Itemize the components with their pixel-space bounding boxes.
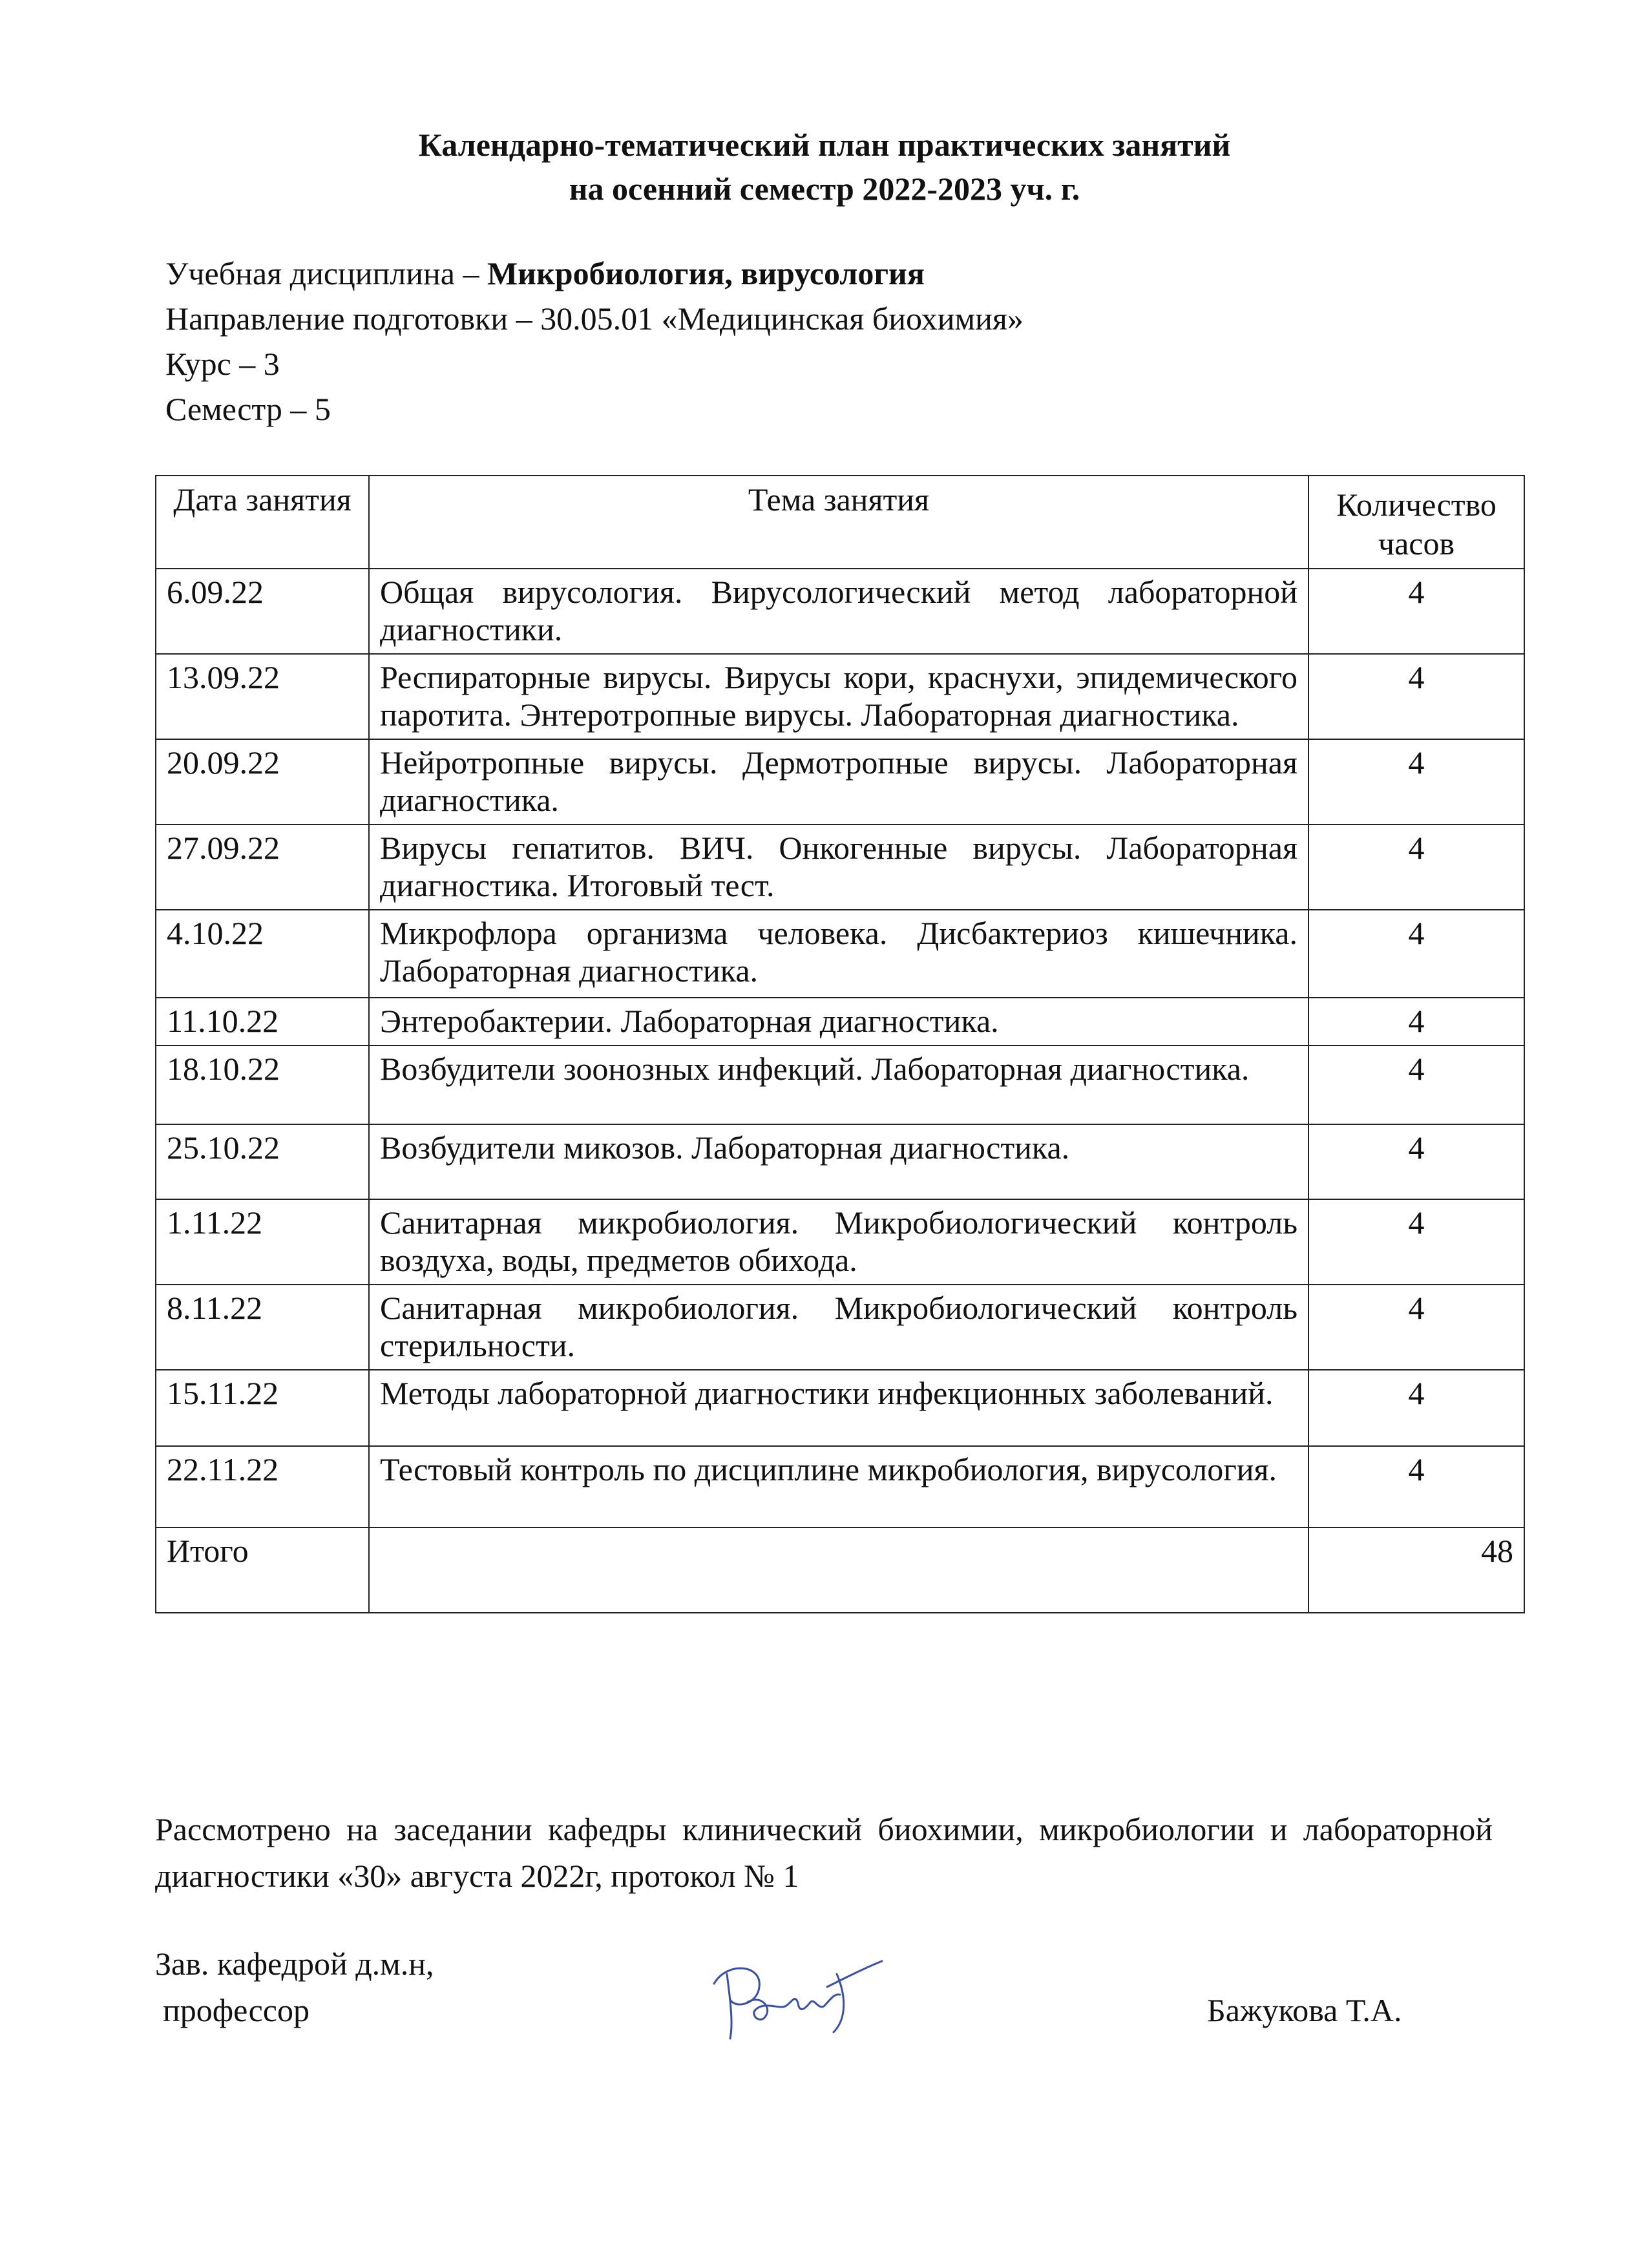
total-topic-empty	[369, 1528, 1308, 1613]
td-hours: 4	[1308, 739, 1524, 824]
table-row	[156, 1285, 1524, 1370]
signatory-position	[155, 1940, 434, 2033]
total-row	[156, 1528, 1524, 1613]
td-topic: Возбудители микозов. Лабораторная диагностика.	[369, 1124, 1308, 1199]
discipline-info	[165, 251, 1024, 432]
approval-note: Рассмотрено на заседании кафедры клинический биохимии, микробиологии и лабораторной диагностики «30» августа 2022г, протокол № 1	[155, 1811, 1493, 1894]
td-topic: Общая вирусология. Вирусологический метод лабораторной диагностики.	[369, 569, 1308, 654]
table-row	[156, 1446, 1524, 1528]
table-row	[156, 1370, 1524, 1446]
table-row	[156, 1124, 1524, 1199]
td-hours: 4	[1308, 654, 1524, 739]
table-row	[156, 654, 1524, 739]
td-date: 13.09.22	[156, 654, 369, 739]
document-title	[0, 123, 1649, 211]
td-topic: Микрофлора организма человека. Дисбактериоз кишечника. Лабораторная диагностика.	[369, 910, 1308, 998]
td-date: 18.10.22	[156, 1045, 369, 1124]
td-hours: 4	[1308, 1285, 1524, 1370]
discipline-line	[165, 251, 1024, 296]
title-line-1: Календарно-тематический план практических занятий	[418, 127, 1231, 163]
table-row	[156, 739, 1524, 824]
td-date: 22.11.22	[156, 1446, 369, 1528]
semester-line: Семестр – 5	[165, 391, 331, 427]
header-hours: Количество часов	[1308, 476, 1524, 569]
header-date: Дата занятия	[156, 476, 369, 569]
td-hours: 4	[1308, 910, 1524, 998]
schedule-table	[155, 475, 1525, 1613]
position-line-1: Зав. кафедрой д.м.н,	[155, 1946, 434, 1982]
td-topic: Вирусы гепатитов. ВИЧ. Онкогенные вирусы. Лабораторная диагностика. Итоговый тест.	[369, 824, 1308, 910]
total-hours: 48	[1308, 1528, 1524, 1613]
td-hours: 4	[1308, 998, 1524, 1045]
td-date: 8.11.22	[156, 1285, 369, 1370]
table-row	[156, 569, 1524, 654]
td-hours: 4	[1308, 1124, 1524, 1199]
table-header-row	[156, 476, 1524, 569]
title-line-2: на осенний семестр 2022-2023 уч. г.	[569, 171, 1080, 207]
course-line: Курс – 3	[165, 346, 280, 382]
position-line-2: профессор	[163, 1992, 310, 2028]
td-date: 25.10.22	[156, 1124, 369, 1199]
td-hours: 4	[1308, 569, 1524, 654]
td-date: 15.11.22	[156, 1370, 369, 1446]
td-topic: Санитарная микробиология. Микробиологический контроль стерильности.	[369, 1285, 1308, 1370]
td-topic: Методы лабораторной диагностики инфекционных заболеваний.	[369, 1370, 1308, 1446]
handwritten-signature	[701, 1948, 888, 2045]
td-date: 27.09.22	[156, 824, 369, 910]
table-row	[156, 998, 1524, 1045]
td-topic: Возбудители зоонозных инфекций. Лабораторная диагностика.	[369, 1045, 1308, 1124]
td-topic: Энтеробактерии. Лабораторная диагностика.	[369, 998, 1308, 1045]
td-topic: Респираторные вирусы. Вирусы кори, краснухи, эпидемического паротита. Энтеротропные вирусы. Лабораторная диагностика.	[369, 654, 1308, 739]
total-label: Итого	[156, 1528, 369, 1613]
discipline-value: Микробиология, вирусология	[487, 255, 925, 291]
td-date: 11.10.22	[156, 998, 369, 1045]
td-topic: Нейротропные вирусы. Дермотропные вирусы. Лабораторная диагностика.	[369, 739, 1308, 824]
td-topic: Санитарная микробиология. Микробиологический контроль воздуха, воды, предметов обихода.	[369, 1199, 1308, 1285]
table-row	[156, 910, 1524, 998]
td-date: 4.10.22	[156, 910, 369, 998]
direction-line: Направление подготовки – 30.05.01 «Медицинская биохимия»	[165, 300, 1024, 337]
td-hours: 4	[1308, 1370, 1524, 1446]
td-date: 20.09.22	[156, 739, 369, 824]
table-row	[156, 1045, 1524, 1124]
header-topic: Тема занятия	[369, 476, 1308, 569]
td-hours: 4	[1308, 1045, 1524, 1124]
discipline-label: Учебная дисциплина –	[165, 255, 487, 291]
td-topic: Тестовый контроль по дисциплине микробиология, вирусология.	[369, 1446, 1308, 1528]
td-hours: 4	[1308, 1446, 1524, 1528]
table-row	[156, 1199, 1524, 1285]
td-hours: 4	[1308, 1199, 1524, 1285]
signatory-name: Бажукова Т.А.	[1207, 1992, 1402, 2028]
table-row	[156, 824, 1524, 910]
td-date: 1.11.22	[156, 1199, 369, 1285]
td-date: 6.09.22	[156, 569, 369, 654]
td-hours: 4	[1308, 824, 1524, 910]
